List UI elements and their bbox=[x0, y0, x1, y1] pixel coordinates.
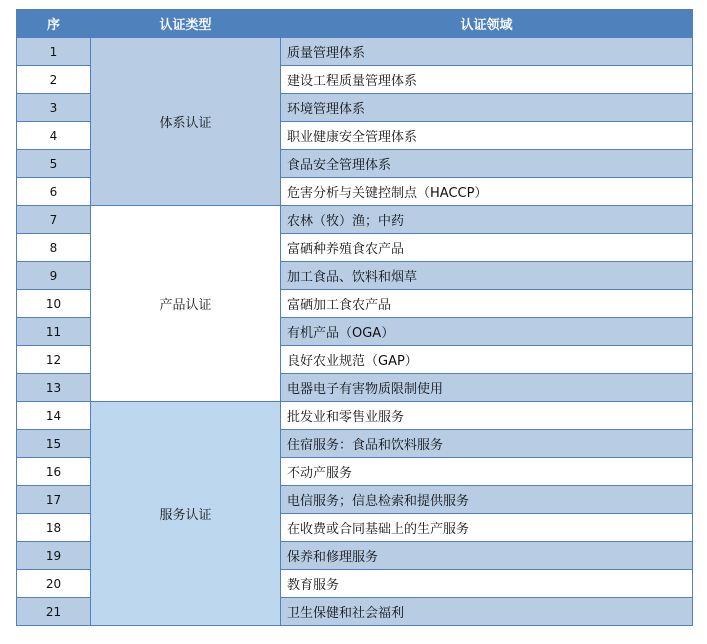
header-no: 序 bbox=[17, 10, 91, 38]
certification-field: 富硒种养殖食农产品 bbox=[281, 234, 693, 262]
certification-field: 环境管理体系 bbox=[281, 94, 693, 122]
row-number: 17 bbox=[17, 486, 91, 514]
certification-field: 不动产服务 bbox=[281, 458, 693, 486]
table-row bbox=[17, 38, 693, 66]
table-row bbox=[17, 206, 693, 234]
row-number: 13 bbox=[17, 374, 91, 402]
certification-field: 富硒加工食农产品 bbox=[281, 290, 693, 318]
row-number: 1 bbox=[17, 38, 91, 66]
certification-type-cell: 体系认证 bbox=[91, 38, 281, 206]
row-number: 19 bbox=[17, 542, 91, 570]
certification-table-wrapper bbox=[16, 9, 692, 626]
row-number: 8 bbox=[17, 234, 91, 262]
row-number: 9 bbox=[17, 262, 91, 290]
row-number: 2 bbox=[17, 66, 91, 94]
row-number: 11 bbox=[17, 318, 91, 346]
row-number: 5 bbox=[17, 150, 91, 178]
row-number: 7 bbox=[17, 206, 91, 234]
certification-field: 良好农业规范（GAP） bbox=[281, 346, 693, 374]
row-number: 15 bbox=[17, 430, 91, 458]
certification-field: 卫生保健和社会福利 bbox=[281, 598, 693, 626]
row-number: 18 bbox=[17, 514, 91, 542]
certification-field: 住宿服务：食品和饮料服务 bbox=[281, 430, 693, 458]
certification-type-cell: 服务认证 bbox=[91, 402, 281, 626]
certification-field: 有机产品（OGA） bbox=[281, 318, 693, 346]
header-type: 认证类型 bbox=[91, 10, 281, 38]
row-number: 10 bbox=[17, 290, 91, 318]
row-number: 21 bbox=[17, 598, 91, 626]
row-number: 14 bbox=[17, 402, 91, 430]
certification-field: 农林（牧）渔；中药 bbox=[281, 206, 693, 234]
certification-field: 电信服务；信息检索和提供服务 bbox=[281, 486, 693, 514]
certification-field: 电器电子有害物质限制使用 bbox=[281, 374, 693, 402]
certification-field: 在收费或合同基础上的生产服务 bbox=[281, 514, 693, 542]
certification-field: 批发业和零售业服务 bbox=[281, 402, 693, 430]
certification-field: 保养和修理服务 bbox=[281, 542, 693, 570]
header-field: 认证领域 bbox=[281, 10, 693, 38]
certification-type-cell: 产品认证 bbox=[91, 206, 281, 402]
certification-field: 危害分析与关键控制点（HACCP） bbox=[281, 178, 693, 206]
certification-field: 食品安全管理体系 bbox=[281, 150, 693, 178]
certification-field: 质量管理体系 bbox=[281, 38, 693, 66]
certification-field: 加工食品、饮料和烟草 bbox=[281, 262, 693, 290]
row-number: 4 bbox=[17, 122, 91, 150]
row-number: 3 bbox=[17, 94, 91, 122]
table-row bbox=[17, 402, 693, 430]
certification-field: 建设工程质量管理体系 bbox=[281, 66, 693, 94]
certification-field: 教育服务 bbox=[281, 570, 693, 598]
row-number: 12 bbox=[17, 346, 91, 374]
row-number: 20 bbox=[17, 570, 91, 598]
certification-table bbox=[16, 9, 693, 626]
certification-field: 职业健康安全管理体系 bbox=[281, 122, 693, 150]
row-number: 6 bbox=[17, 178, 91, 206]
row-number: 16 bbox=[17, 458, 91, 486]
table-header-row bbox=[17, 10, 693, 38]
